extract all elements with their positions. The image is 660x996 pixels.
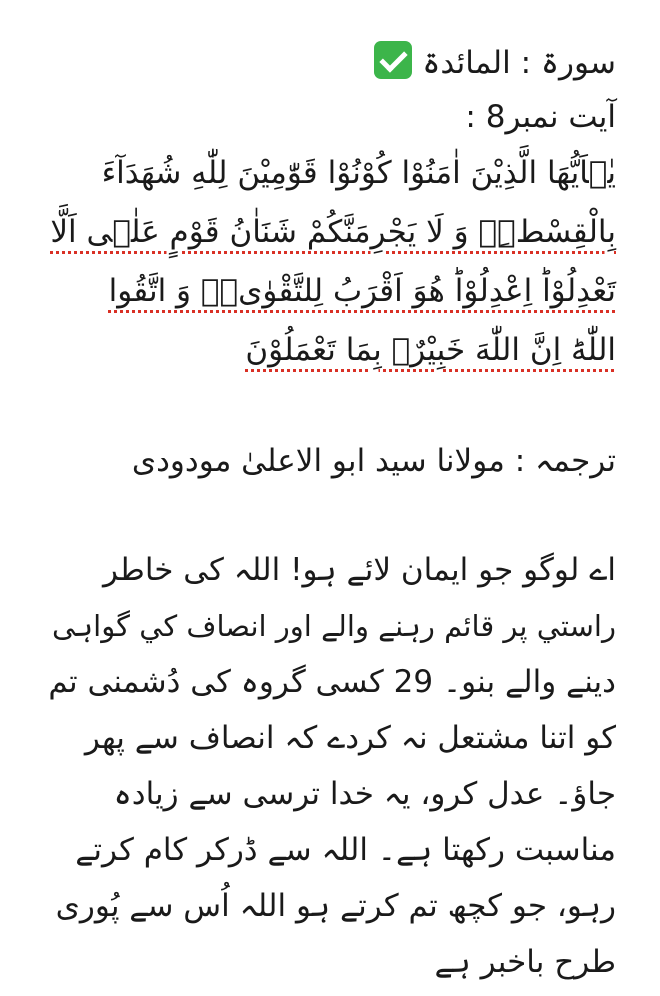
- translation-line: جاؤ۔ عدل کرو، یہ خدا ترسی سے زیادہ: [113, 776, 616, 812]
- translation-line: اے لوگو جو ایمان لائے ہو! اللہ کی خاطر: [103, 552, 616, 588]
- blank-line: [40, 488, 616, 542]
- translator-credit: ترجمہ : مولانا سید ابو الاعلیٰ مودودی: [131, 443, 616, 479]
- blank-line: [40, 380, 616, 434]
- urdu-translation: [40, 542, 616, 990]
- verse-line: یٰۤاَیُّهَا الَّذِیْنَ اٰمَنُوْا كُوْنُوْا قَوّٰمِیْنَ لِلّٰهِ شُهَدَآءَ: [101, 155, 616, 191]
- translation-line: رہو، جو کچھ تم کرتے ہو اللہ اُس سے پُوری: [55, 888, 616, 924]
- verse-line: اللّٰهَؕ اِنَّ اللّٰهَ خَبِیْرٌۢ بِمَا تَعْمَلُوْنَ: [245, 332, 616, 368]
- translation-line: راستي پر قائم رہنے والے اور انصاف کي گواہی: [51, 609, 616, 643]
- quran-verse: [40, 144, 616, 380]
- surah-title: سورۃ : المائدۃ: [422, 45, 616, 81]
- white-check-mark-icon: [374, 41, 412, 79]
- verse-line: تَعْدِلُوْاؕ اِعْدِلُوْاؕ هُوَ اَقْرَبُ لِلتَّقْوٰى٘ؗ وَ اتَّقُوا: [108, 273, 616, 309]
- translation-line: کو اتنا مشتعل نہ کردے کہ انصاف سے پھر: [84, 720, 616, 756]
- translation-line: طرح باخبر ہے: [434, 944, 616, 980]
- translation-line: دینے والے بنو۔ 29 کسی گروہ کی دُشمنی تم: [48, 664, 616, 700]
- ayat-number: آیت نمبر8 :: [465, 99, 616, 135]
- verse-line: بِالْقِسْطِ٘ؗ وَ لَا یَجْرِمَنَّكُمْ شَنَاٰنُ قَوْمٍ عَلٰۤى اَلَّا: [50, 214, 616, 250]
- surah-heading: [40, 36, 616, 90]
- translation-line: مناسبت رکھتا ہے۔ اللہ سے ڈرکر کام کرتے: [75, 832, 616, 868]
